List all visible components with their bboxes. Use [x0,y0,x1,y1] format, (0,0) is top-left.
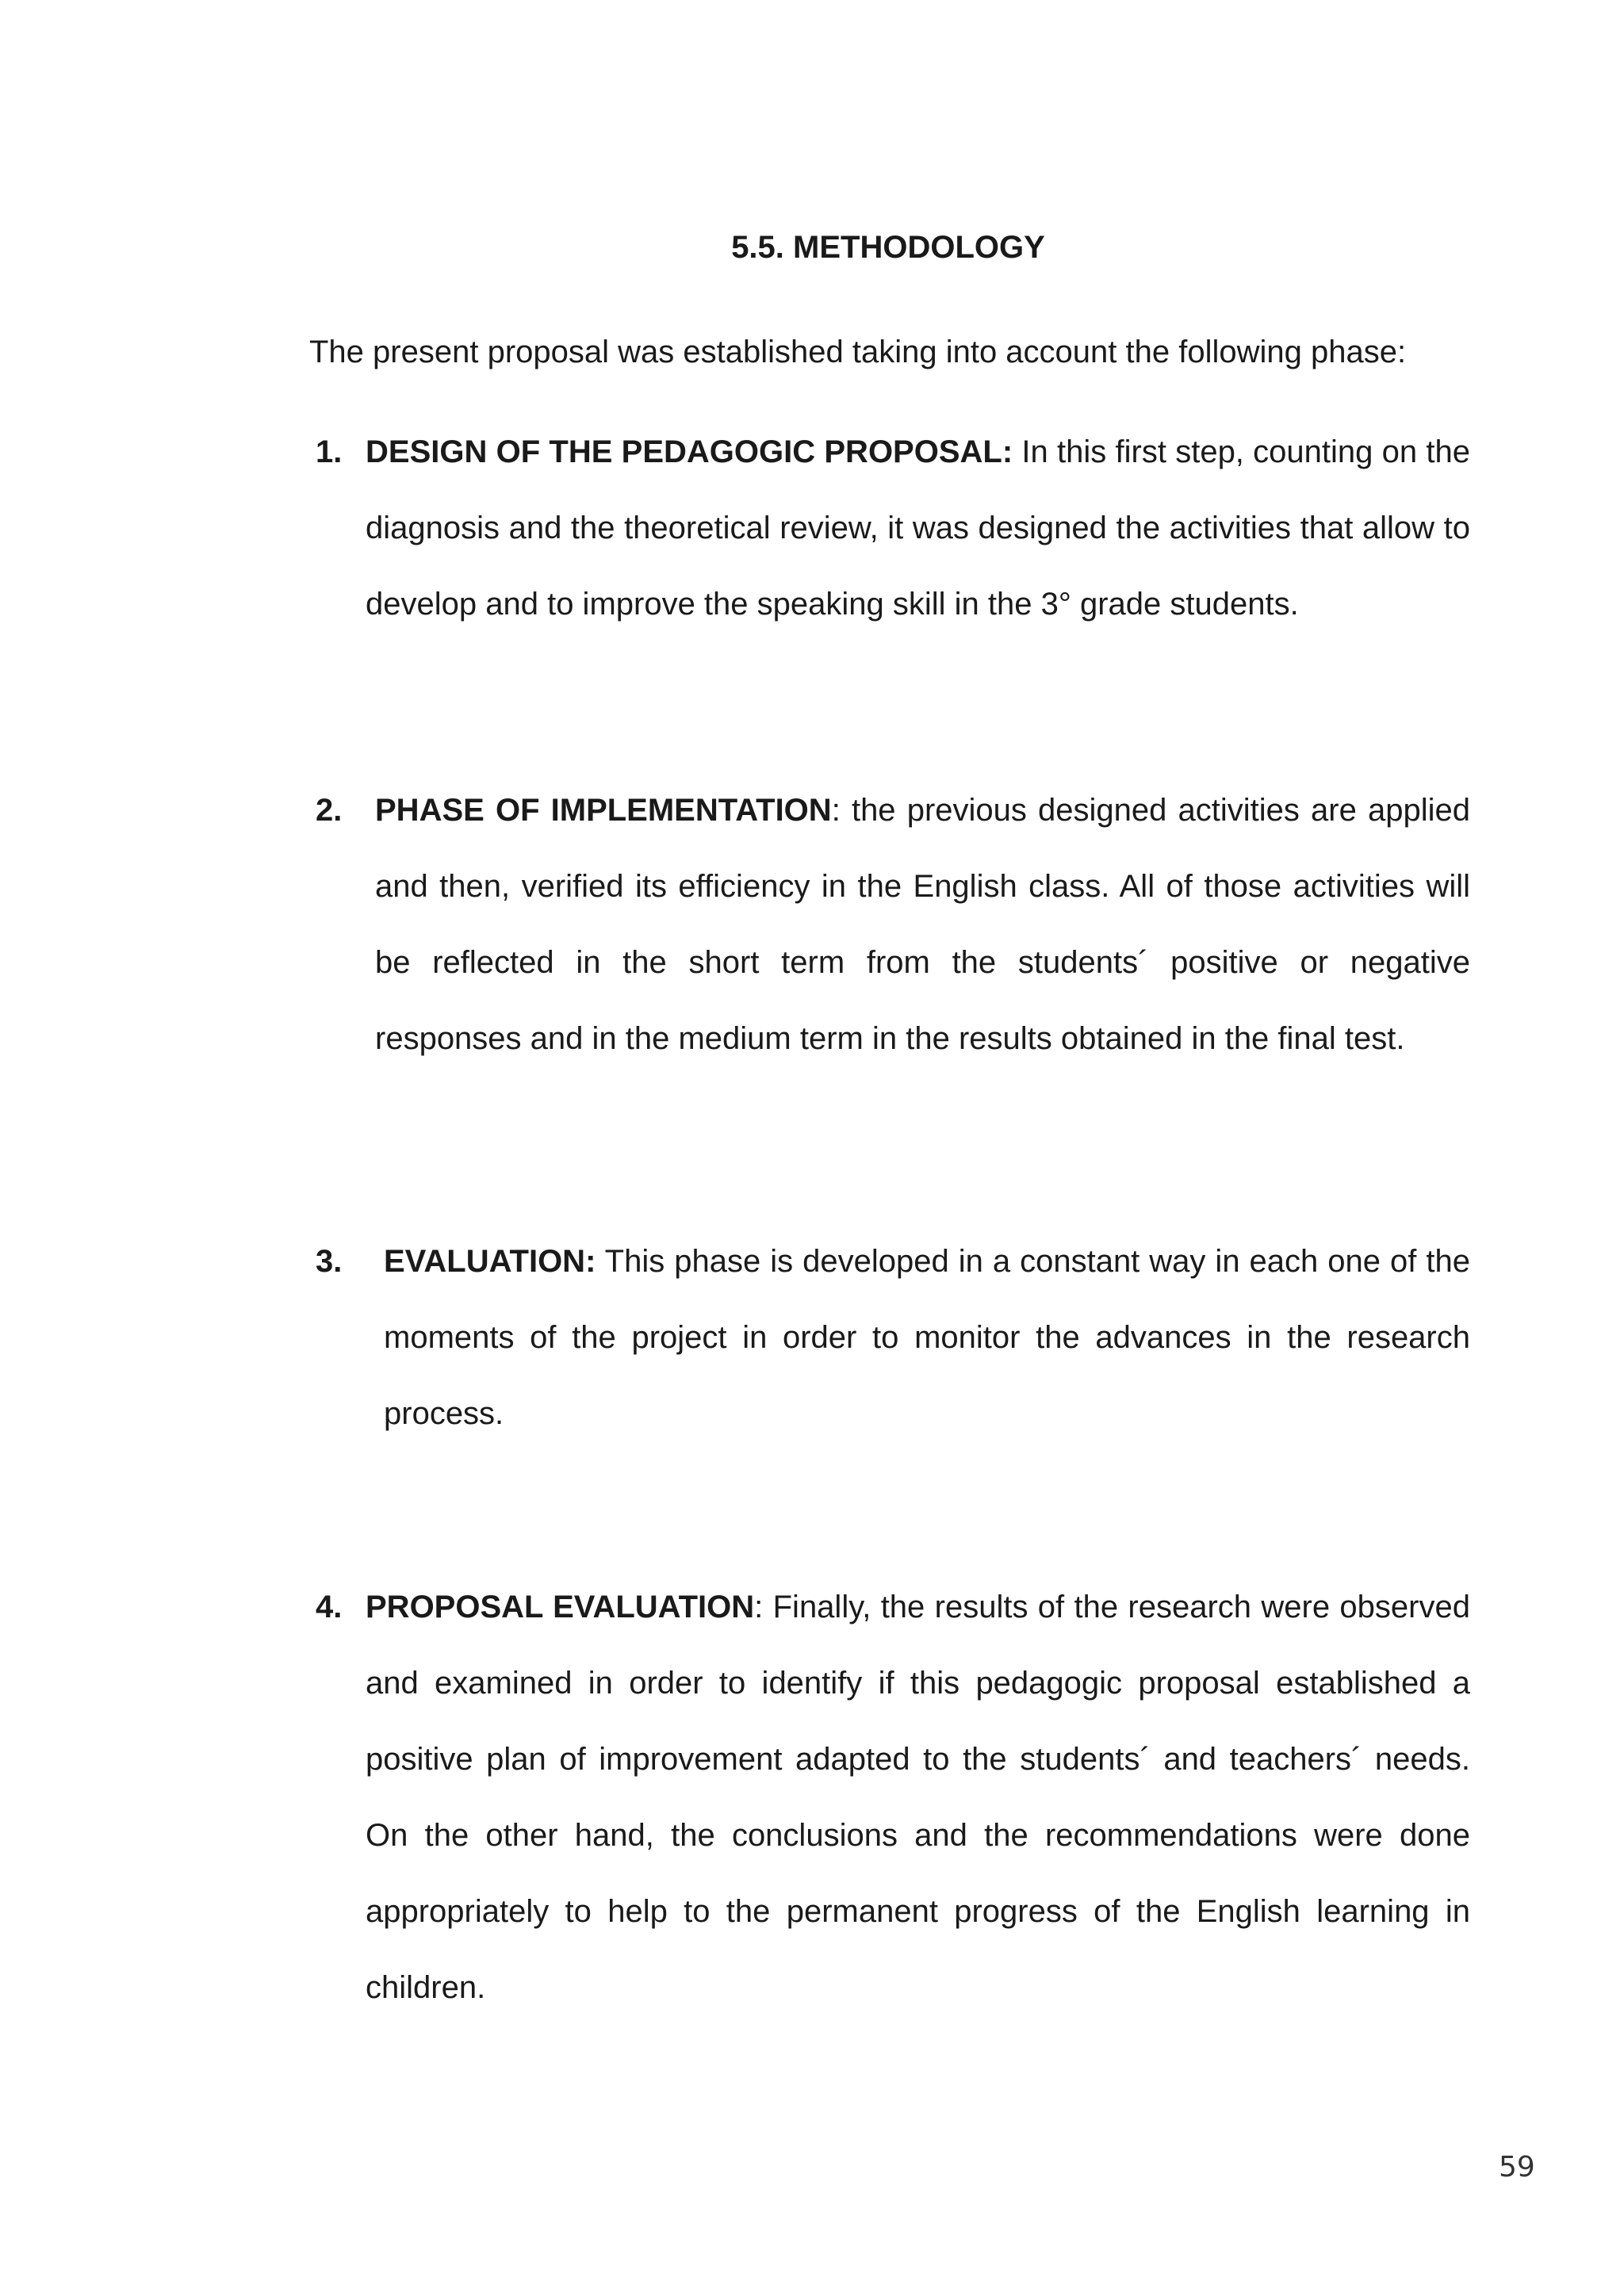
list-item-title: DESIGN OF THE PEDAGOGIC PROPOSAL: [366,434,1013,469]
list-item-text: Finally, the results of the research were observed and examined in order to identify if this pedagogic proposal established a positive plan of improvement adapted to the students´ and teachers´ needs. On the other hand, the conclusions and the recommendations were done appropriately to help to the permanent progress of the English learning in children. [366,1590,1470,2005]
list-item-text: the previous designed activities are applied and then, verified its efficiency in the English class. All of those activities will be reflected in the short term from the students´ positive or negative responses and in the medium term in the results obtained in the final test. [375,793,1470,1056]
list-item-title: PHASE OF IMPLEMENTATION [375,793,832,828]
list-item-separator: : [831,793,841,828]
list-item [316,433,1470,642]
intro-paragraph: The present proposal was established taking into account the following phase: [309,335,1407,369]
list-item [316,791,1470,1077]
list-item [316,1242,1470,1452]
list-item-title: EVALUATION: [384,1244,596,1279]
section-heading: 5.5. METHODOLOGY [731,230,1045,265]
list-item-number: 4. [316,1590,343,1624]
list-item-number: 1. [316,434,343,469]
list-item-body [366,414,1470,642]
list-item-body [366,1569,1470,2026]
list-item [316,1588,1470,2026]
list-item-body [375,772,1470,1077]
list-item-text: In this first step, counting on the diagnosis and the theoretical review, it was designed the activities that allow to develop and to improve the speaking skill in the 3° grade students. [366,434,1470,622]
page-number: 59 [1499,2151,1535,2183]
list-item-title: PROPOSAL EVALUATION [366,1590,755,1624]
list-item-text: This phase is developed in a constant way in each one of the moments of the project in order to monitor the advances in the research process. [384,1244,1470,1431]
list-item-separator: : [754,1590,764,1624]
list-item-number: 3. [316,1244,343,1279]
list-item-number: 2. [316,793,343,828]
list-item-body [384,1223,1470,1452]
